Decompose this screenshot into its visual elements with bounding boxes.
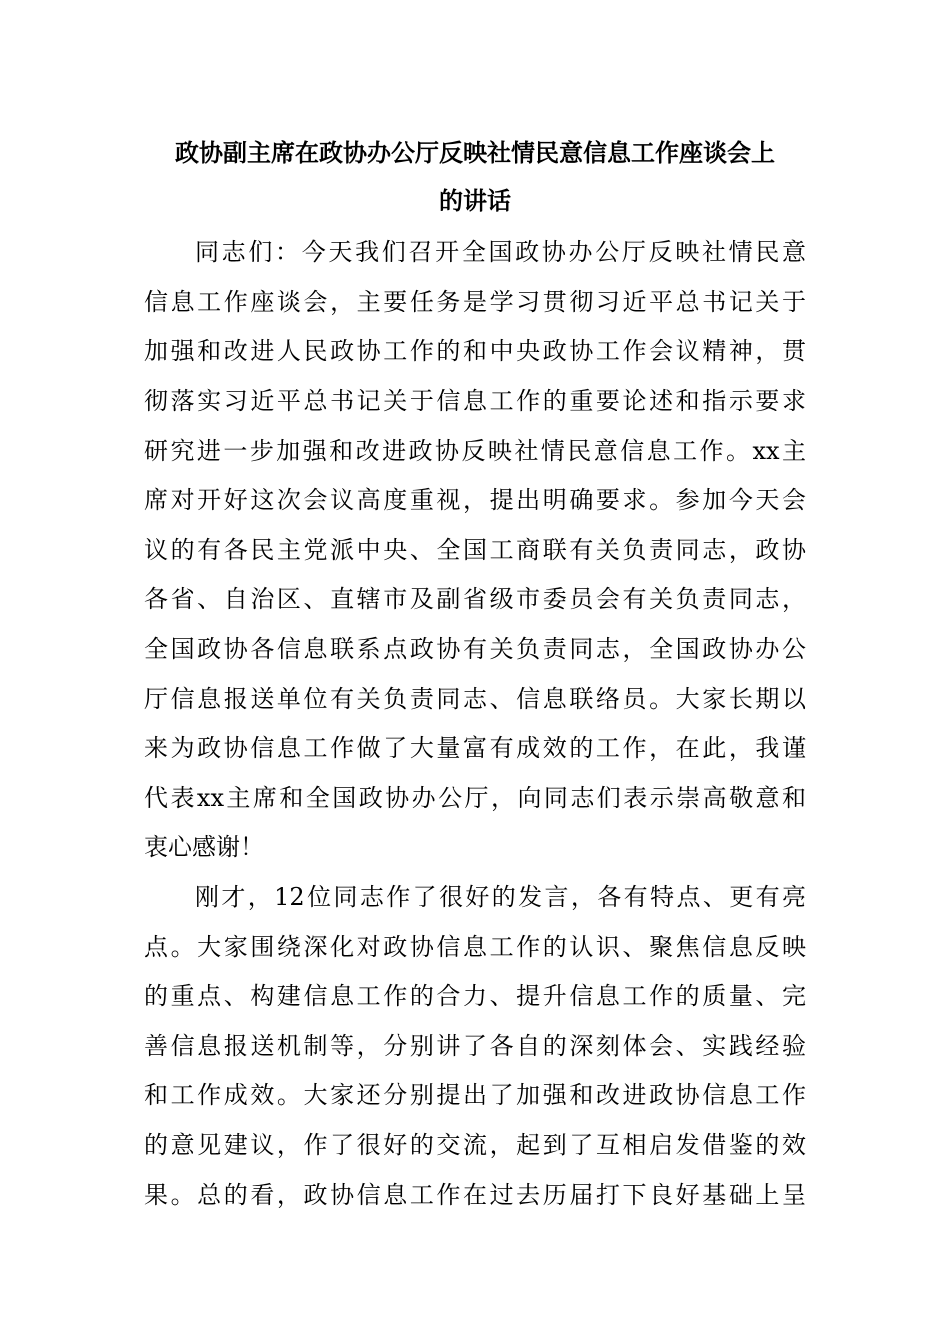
paragraph-2-line: 点。大家围绕深化对政协信息工作的认识、聚焦信息反映 [144,933,806,961]
paragraph-1-line: 研究进一步加强和改进政协反映社情民意信息工作。xx主 [144,437,806,465]
document-title-line-1: 政协副主席在政协办公厅反映社情民意信息工作座谈会上 [175,139,775,167]
paragraph-2-line: 和工作成效。大家还分别提出了加强和改进政协信息工作 [144,1081,806,1109]
paragraph-2-line: 善信息报送机制等，分别讲了各自的深刻体会、实践经验 [144,1032,806,1060]
paragraph-1-line: 衷心感谢！ [144,833,264,861]
paragraph-1-line: 全国政协各信息联系点政协有关负责同志，全国政协办公 [144,635,806,663]
paragraph-2-line: 果。总的看，政协信息工作在过去历届打下良好基础上呈 [144,1181,806,1209]
paragraph-1-line: 来为政协信息工作做了大量富有成效的工作，在此，我谨 [144,734,806,762]
paragraph-1-line: 信息工作座谈会，主要任务是学习贯彻习近平总书记关于 [144,288,806,316]
paragraph-1-line: 各省、自治区、直辖市及副省级市委员会有关负责同志， [144,585,806,613]
paragraph-2-line: 刚才，12位同志作了很好的发言，各有特点、更有亮 [195,883,806,911]
paragraph-2-line: 的意见建议，作了很好的交流，起到了互相启发借鉴的效 [144,1131,806,1159]
paragraph-1-line: 席对开好这次会议高度重视，提出明确要求。参加今天会 [144,486,806,514]
paragraph-1-line: 同志们：今天我们召开全国政协办公厅反映社情民意 [195,238,806,266]
paragraph-1-line: 厅信息报送单位有关负责同志、信息联络员。大家长期以 [144,685,806,713]
document-title-line-2: 的讲话 [439,187,511,215]
paragraph-2-line: 的重点、构建信息工作的合力、提升信息工作的质量、完 [144,982,806,1010]
paragraph-1-line: 彻落实习近平总书记关于信息工作的重要论述和指示要求 [144,387,806,415]
paragraph-1-line: 加强和改进人民政协工作的和中央政协工作会议精神，贯 [144,337,806,365]
paragraph-1-line: 代表xx主席和全国政协办公厅，向同志们表示崇高敬意和 [144,784,806,812]
paragraph-1-line: 议的有各民主党派中央、全国工商联有关负责同志，政协 [144,536,806,564]
